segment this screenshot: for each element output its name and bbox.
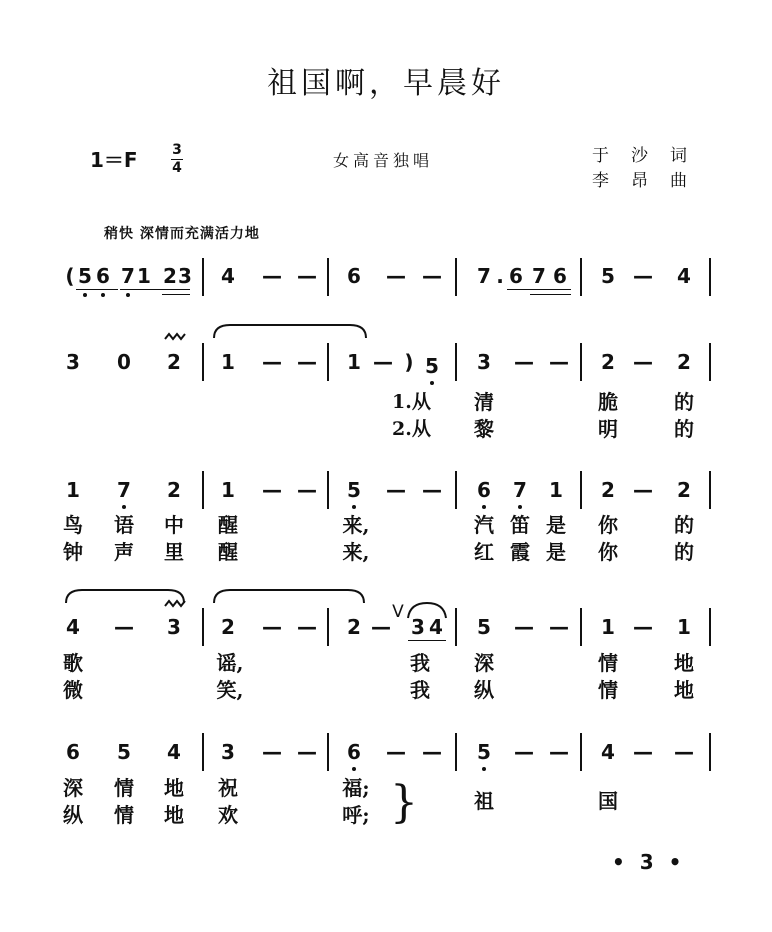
dash: —	[422, 264, 442, 288]
key-signature: 1＝F	[90, 148, 138, 172]
lyric: 中	[164, 513, 184, 537]
dash: —	[549, 350, 569, 374]
lyric: 钟	[63, 540, 83, 564]
dash: —	[422, 740, 442, 764]
dot-augmentation: .	[496, 264, 504, 288]
dash: —	[297, 740, 317, 764]
note: 5	[477, 615, 491, 639]
dash: —	[262, 615, 282, 639]
note: 2	[167, 478, 181, 502]
lyric: 来,	[342, 513, 370, 537]
dash: —	[386, 740, 406, 764]
note: 1	[221, 478, 235, 502]
tie-slur	[408, 603, 446, 618]
lyric: 黎	[474, 417, 494, 441]
composer-name: 李昂	[592, 171, 670, 191]
note: 1	[221, 350, 235, 374]
lyric: 里	[164, 540, 184, 564]
note: 5	[347, 478, 361, 502]
dash: —	[114, 615, 134, 639]
dash: —	[549, 740, 569, 764]
breath-mark: V	[392, 602, 404, 622]
note: 3	[411, 615, 425, 639]
lyric: 你	[598, 513, 618, 537]
lyric: 谣,	[216, 651, 244, 675]
time-signature-bottom: 4	[172, 160, 182, 176]
note: 4	[677, 264, 691, 288]
lyric: 深	[474, 651, 494, 675]
lyric: 语	[114, 513, 134, 537]
lyric: 我	[410, 651, 430, 675]
lyric: 笛	[510, 513, 530, 537]
note: 4	[167, 740, 181, 764]
note: 7	[117, 478, 131, 502]
lyric: 呼;	[342, 803, 370, 827]
note: 5	[78, 264, 92, 288]
dash: —	[633, 478, 653, 502]
note: 2	[677, 350, 691, 374]
note: 1	[549, 478, 563, 502]
dash: —	[633, 350, 653, 374]
dash: —	[371, 615, 391, 639]
note: 2	[221, 615, 235, 639]
tie-slur	[214, 590, 364, 603]
dash: —	[297, 350, 317, 374]
note: 6	[96, 264, 110, 288]
lyric: 清	[474, 390, 494, 414]
lyric: 地	[164, 776, 184, 800]
lyric: 是	[546, 513, 566, 537]
dash: —	[386, 478, 406, 502]
lyric: 汽	[474, 513, 494, 537]
dash: —	[549, 615, 569, 639]
note: 4	[221, 264, 235, 288]
note: 3	[167, 615, 181, 639]
note: 7	[121, 264, 135, 288]
tempo-marking: 稍快 深情而充满活力地	[104, 226, 260, 242]
note: 5	[117, 740, 131, 764]
note: 2	[163, 264, 177, 288]
lyric: 歌	[63, 651, 83, 675]
lyric: 地	[164, 803, 184, 827]
verse-number-2: 2.从	[392, 418, 431, 440]
lyric: 的	[674, 513, 694, 537]
note: 1	[137, 264, 151, 288]
dash: —	[514, 350, 534, 374]
dash: —	[633, 740, 653, 764]
note: 6	[477, 478, 491, 502]
lyric: 的	[674, 390, 694, 414]
song-title: 祖国啊，早晨好	[267, 66, 505, 101]
mordent-icon	[165, 601, 185, 606]
page-number	[612, 850, 681, 874]
note: 7	[477, 264, 491, 288]
lyric: 纵	[474, 678, 494, 702]
note: 1	[347, 350, 361, 374]
lyric: 醒	[218, 540, 238, 564]
lyric: 福;	[342, 776, 370, 800]
note: 1	[677, 615, 691, 639]
note: 1	[66, 478, 80, 502]
lyric: 醒	[218, 513, 238, 537]
lyric: 地	[674, 651, 694, 675]
lyric: 的	[674, 417, 694, 441]
paren: )	[404, 350, 414, 374]
note: 6	[553, 264, 567, 288]
lyric: 笑,	[216, 678, 244, 702]
composer-role: 曲	[670, 171, 709, 191]
lyric: 情	[114, 803, 134, 827]
dash: —	[422, 478, 442, 502]
dash: —	[386, 264, 406, 288]
lyric: 霞	[510, 540, 530, 564]
note: 0	[117, 350, 131, 374]
note: 3	[66, 350, 80, 374]
note: 2	[601, 478, 615, 502]
lyric: 我	[410, 678, 430, 702]
lyric: 情	[598, 678, 618, 702]
note: 1	[601, 615, 615, 639]
note: 6	[347, 740, 361, 764]
dash: —	[373, 350, 393, 374]
dash: —	[514, 740, 534, 764]
tie-slur	[214, 325, 366, 338]
dash: —	[297, 264, 317, 288]
note: 3	[477, 350, 491, 374]
lyric: 微	[63, 678, 83, 702]
note: 5	[477, 740, 491, 764]
lyric: 红	[474, 540, 494, 564]
dash: —	[262, 478, 282, 502]
verse-brace: }	[390, 777, 418, 828]
note: 4	[429, 615, 443, 639]
mordent-icon	[165, 334, 185, 339]
performance-type: 女高音独唱	[333, 151, 434, 170]
dash: —	[262, 350, 282, 374]
dash: —	[674, 740, 694, 764]
note: 5	[601, 264, 615, 288]
dash: —	[262, 264, 282, 288]
note: 3	[178, 264, 192, 288]
note: 2	[601, 350, 615, 374]
bullet-icon: •	[668, 850, 682, 874]
time-signature-top: 3	[172, 142, 182, 158]
lyric: 声	[114, 540, 134, 564]
lyric: 你	[598, 540, 618, 564]
note: 6	[509, 264, 523, 288]
lyric: 国	[598, 789, 618, 813]
lyric: 鸟	[63, 513, 83, 537]
lyric: 深	[63, 776, 83, 800]
lyric: 纵	[63, 803, 83, 827]
lyric: 祖	[474, 789, 494, 813]
lyricist-role: 词	[670, 146, 709, 166]
dash: —	[633, 264, 653, 288]
lyricist-name: 于沙	[592, 146, 670, 166]
note: 7	[532, 264, 546, 288]
note: 7	[513, 478, 527, 502]
dash: —	[297, 478, 317, 502]
note: 6	[347, 264, 361, 288]
note: 2	[677, 478, 691, 502]
note: 5	[425, 354, 439, 378]
lyric: 脆	[598, 390, 618, 414]
note: 6	[66, 740, 80, 764]
lyric: 来,	[342, 540, 370, 564]
note: 2	[167, 350, 181, 374]
lyric: 明	[598, 417, 618, 441]
note: (	[65, 264, 75, 288]
lyric: 祝	[218, 776, 238, 800]
lyric: 欢	[218, 803, 238, 827]
lyric: 情	[598, 651, 618, 675]
note: 4	[66, 615, 80, 639]
lyric: 的	[674, 540, 694, 564]
dash: —	[514, 615, 534, 639]
bullet-icon: •	[612, 850, 625, 874]
note: 2	[347, 615, 361, 639]
verse-number-1: 1.从	[392, 391, 431, 413]
lyric: 是	[546, 540, 566, 564]
note: 4	[601, 740, 615, 764]
dash: —	[633, 615, 653, 639]
dash: —	[297, 615, 317, 639]
tie-slur	[66, 590, 184, 603]
lyric: 情	[114, 776, 134, 800]
note: 3	[221, 740, 235, 764]
dash: —	[262, 740, 282, 764]
lyric: 地	[674, 678, 694, 702]
page-number-value: 3	[639, 850, 654, 874]
